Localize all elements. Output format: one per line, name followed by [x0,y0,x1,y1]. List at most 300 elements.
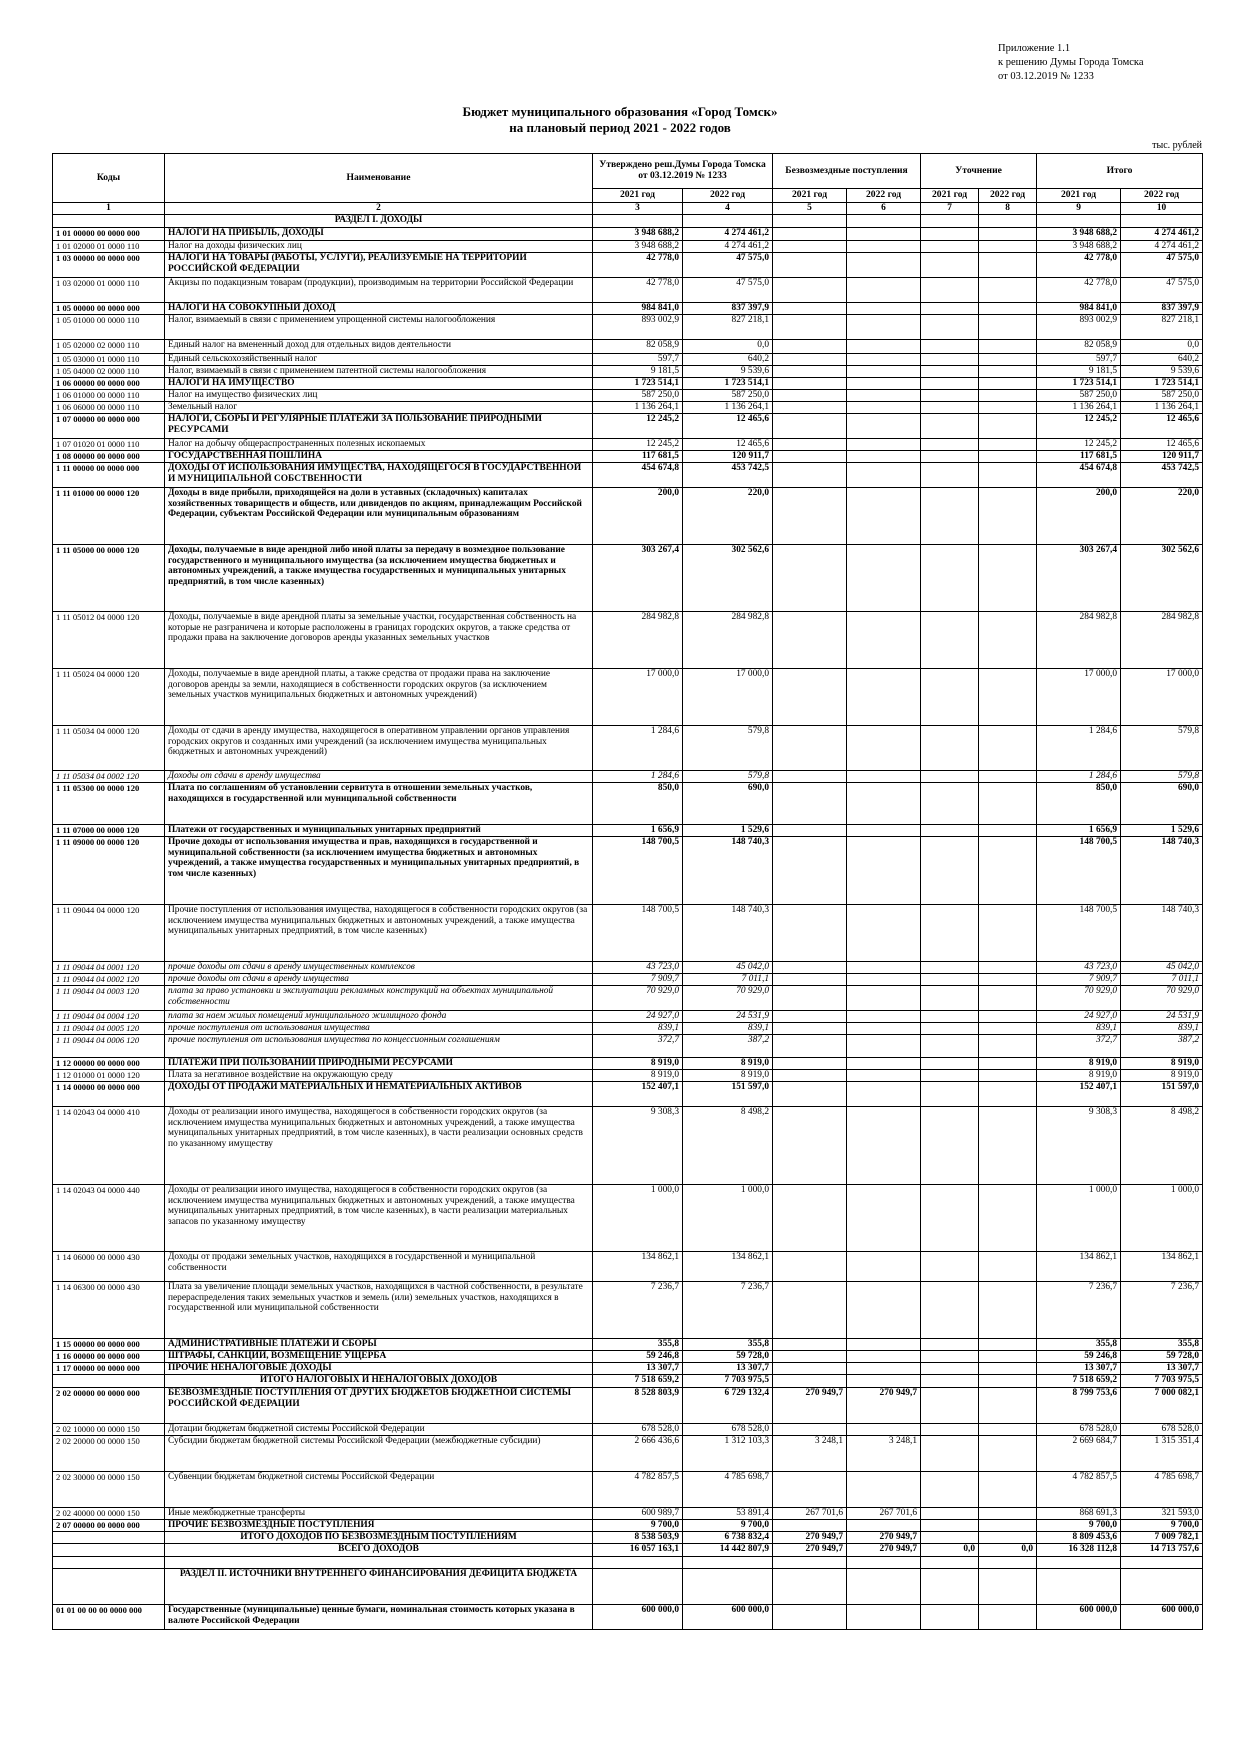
value-cell: 984 841,0 [593,303,683,315]
value-cell: 8 919,0 [683,1070,773,1082]
value-cell: 0,0 [1121,340,1203,354]
table-row [53,1011,1203,1023]
code-cell: 1 11 05034 04 0002 120 [53,771,165,783]
code-cell: 1 07 00000 00 0000 000 [53,414,165,439]
value-cell: 9 539,6 [1121,366,1203,378]
value-cell: 7 236,7 [593,1282,683,1339]
header-grants: Безвозмездные поступления [773,154,921,189]
name-cell: Налог на имущество физических лиц [165,390,593,402]
column-number: 1 [53,203,165,215]
value-cell [921,463,979,488]
column-number: 6 [847,203,921,215]
table-row [53,315,1203,340]
value-cell [773,354,847,366]
value-cell: 453 742,5 [1121,463,1203,488]
value-cell: 9 700,0 [683,1520,773,1532]
value-cell: 1 136 264,1 [1037,402,1121,414]
table-row [53,545,1203,612]
table-row [53,1520,1203,1532]
name-cell: Земельный налог [165,402,593,414]
code-cell: 2 02 20000 00 0000 150 [53,1436,165,1472]
value-cell: 7 009 782,1 [1121,1532,1203,1544]
header-year: 2021 год [921,189,979,203]
value-cell [847,726,921,771]
value-cell: 1 284,6 [593,771,683,783]
value-cell [979,1520,1037,1532]
table-row [53,215,1203,228]
value-cell [921,1436,979,1472]
value-cell: 600 000,0 [683,1605,773,1630]
table-row [53,1351,1203,1363]
value-cell [979,1508,1037,1520]
code-cell: 2 02 10000 00 0000 150 [53,1424,165,1436]
value-cell [921,340,979,354]
name-cell: Иные межбюджетные трансферты [165,1508,593,1520]
code-cell: 1 11 09044 04 0000 120 [53,905,165,962]
budget-table [52,153,1203,1630]
name-cell: БЕЗВОЗМЕЗДНЫЕ ПОСТУПЛЕНИЯ ОТ ДРУГИХ БЮДЖЕТОВ БЮДЖЕТНОЙ СИСТЕМЫ РОССИЙСКОЙ ФЕДЕРАЦИИ [165,1388,593,1424]
value-cell [773,1424,847,1436]
value-cell: 151 597,0 [683,1082,773,1107]
value-cell: 303 267,4 [1037,545,1121,612]
value-cell [921,303,979,315]
header-year: 2022 год [683,189,773,203]
value-cell [773,463,847,488]
table-row [53,1388,1203,1424]
document-title [0,104,1240,136]
value-cell: 8 799 753,6 [1037,1388,1121,1424]
value-cell: 355,8 [593,1339,683,1351]
value-cell [773,378,847,390]
code-cell: 1 15 00000 00 0000 000 [53,1339,165,1351]
budget-table-body [53,215,1203,1630]
name-cell: Доходы от реализации иного имущества, находящегося в собственности городских округов (за исключением имущества муниципальных бюджетных и автономных учреждений, а также имущества муниципальных унитарных предприятий, в том числе казенных), в части реализации материальных запасов по указанному имуществу [165,1185,593,1252]
name-cell: Доходы, получаемые в виде арендной платы, а также средства от продажи права на заключение договоров аренды за земли, находящиеся в собственности городских округов (за исключением земельных участков муниципальных бюджетных и автономных учреждений) [165,669,593,726]
name-cell: Налог на доходы физических лиц [165,241,593,253]
value-cell: 134 862,1 [1037,1252,1121,1282]
value-cell [847,837,921,905]
value-cell: 4 785 698,7 [1121,1472,1203,1508]
value-cell: 270 949,7 [773,1532,847,1544]
value-cell [979,253,1037,278]
table-row [53,1185,1203,1252]
value-cell [847,463,921,488]
empty-cell [773,1557,847,1569]
value-cell: 0,0 [683,340,773,354]
code-cell: 1 14 06000 00 0000 430 [53,1252,165,1282]
value-cell: 120 911,7 [683,451,773,463]
value-cell: 7 236,7 [683,1282,773,1339]
value-cell: 8 919,0 [683,1058,773,1070]
name-cell: НАЛОГИ, СБОРЫ И РЕГУЛЯРНЫЕ ПЛАТЕЖИ ЗА ПОЛЬЗОВАНИЕ ПРИРОДНЫМИ РЕСУРСАМИ [165,414,593,439]
value-cell: 2 669 684,7 [1037,1436,1121,1472]
value-cell: 1 656,9 [593,825,683,837]
value-cell: 59 728,0 [1121,1351,1203,1363]
value-cell [773,253,847,278]
value-cell [847,1282,921,1339]
value-cell [847,1107,921,1185]
code-cell [53,1569,165,1605]
code-cell: 1 11 09000 00 0000 120 [53,837,165,905]
value-cell [773,1082,847,1107]
value-cell [773,1363,847,1375]
value-cell [773,402,847,414]
value-cell [847,545,921,612]
value-cell: 0,0 [921,1544,979,1557]
value-cell: 1 136 264,1 [1121,402,1203,414]
value-cell [979,414,1037,439]
value-cell [921,1375,979,1388]
value-cell: 302 562,6 [1121,545,1203,612]
table-row [53,303,1203,315]
name-cell: ИТОГО ДОХОДОВ ПО БЕЗВОЗМЕЗДНЫМ ПОСТУПЛЕНИЯМ [165,1532,593,1544]
value-cell: 134 862,1 [593,1252,683,1282]
value-cell: 45 042,0 [683,962,773,974]
code-cell: 1 06 06000 00 0000 110 [53,402,165,414]
value-cell [921,1363,979,1375]
empty-cell [979,1557,1037,1569]
value-cell: 2 666 436,6 [593,1436,683,1472]
value-cell [773,1011,847,1023]
name-cell: прочие доходы от сдачи в аренду имущественных комплексов [165,962,593,974]
code-cell: 1 05 01000 00 0000 110 [53,315,165,340]
value-cell: 690,0 [683,783,773,825]
code-cell: 1 11 09044 04 0002 120 [53,974,165,986]
value-cell [847,215,921,228]
appendix-line: от 03.12.2019 № 1233 [998,71,1094,82]
table-row [53,354,1203,366]
value-cell: 678 528,0 [683,1424,773,1436]
header-year: 2021 год [1037,189,1121,203]
value-cell [847,1520,921,1532]
name-cell: Доходы от продажи земельных участков, находящихся в государственной и муниципальной собственности [165,1252,593,1282]
value-cell: 270 949,7 [773,1388,847,1424]
value-cell: 152 407,1 [593,1082,683,1107]
value-cell: 1 529,6 [1121,825,1203,837]
value-cell [773,488,847,545]
table-row [53,1282,1203,1339]
value-cell: 12 465,6 [683,414,773,439]
table-row [53,1070,1203,1082]
code-cell: 1 14 02043 04 0000 410 [53,1107,165,1185]
value-cell [979,241,1037,253]
value-cell [773,1472,847,1508]
value-cell: 893 002,9 [1037,315,1121,340]
value-cell: 1 315 351,4 [1121,1436,1203,1472]
value-cell [773,905,847,962]
value-cell [847,1082,921,1107]
value-cell [847,354,921,366]
empty-cell [53,1557,165,1569]
value-cell: 148 740,3 [683,905,773,962]
column-number: 5 [773,203,847,215]
value-cell [921,1569,979,1605]
value-cell: 8 919,0 [1121,1070,1203,1082]
header-clarification: Уточнение [921,154,1037,189]
appendix-line: Приложение 1.1 [998,43,1071,54]
value-cell [773,545,847,612]
value-cell [773,315,847,340]
table-row [53,1252,1203,1282]
name-cell: прочие поступления от использования имущества [165,1023,593,1035]
value-cell [847,1605,921,1630]
value-cell [773,783,847,825]
code-cell: 1 11 00000 00 0000 000 [53,463,165,488]
value-cell [773,366,847,378]
code-cell: 1 06 00000 00 0000 000 [53,378,165,390]
value-cell [979,1375,1037,1388]
value-cell [847,962,921,974]
value-cell: 270 949,7 [847,1544,921,1557]
header-year: 2021 год [593,189,683,203]
name-cell: ИТОГО НАЛОГОВЫХ И НЕНАЛОГОВЫХ ДОХОДОВ [165,1375,593,1388]
name-cell: прочие доходы от сдачи в аренду имущества [165,974,593,986]
code-cell: 1 14 06300 00 0000 430 [53,1282,165,1339]
value-cell: 12 465,6 [1121,439,1203,451]
table-row [53,378,1203,390]
value-cell: 42 778,0 [1037,253,1121,278]
value-cell: 387,2 [683,1035,773,1058]
value-cell [847,771,921,783]
column-number: 3 [593,203,683,215]
value-cell: 9 181,5 [1037,366,1121,378]
value-cell [773,228,847,241]
value-cell [979,669,1037,726]
value-cell: 8 919,0 [1037,1070,1121,1082]
value-cell: 1 723 514,1 [1037,378,1121,390]
name-cell: ПРОЧИЕ НЕНАЛОГОВЫЕ ДОХОДЫ [165,1363,593,1375]
value-cell [773,1282,847,1339]
empty-cell [921,1557,979,1569]
value-cell [847,1363,921,1375]
value-cell: 43 723,0 [1037,962,1121,974]
value-cell [921,837,979,905]
value-cell: 4 782 857,5 [593,1472,683,1508]
value-cell [773,974,847,986]
table-row [53,974,1203,986]
value-cell: 321 593,0 [1121,1508,1203,1520]
table-row [53,962,1203,974]
name-cell: Плата по соглашениям об установлении сервитута в отношении земельных участков, находящихся в государственной или муниципальной собственности [165,783,593,825]
value-cell: 678 528,0 [1121,1424,1203,1436]
value-cell: 640,2 [1121,354,1203,366]
table-row [53,1544,1203,1557]
table-row [53,1605,1203,1630]
value-cell: 597,7 [1037,354,1121,366]
value-cell [921,1520,979,1532]
value-cell: 148 700,5 [1037,905,1121,962]
value-cell: 82 058,9 [1037,340,1121,354]
value-cell [921,1472,979,1508]
table-row [53,726,1203,771]
value-cell [921,390,979,402]
value-cell [921,215,979,228]
value-cell [979,986,1037,1011]
value-cell [979,366,1037,378]
value-cell [847,1339,921,1351]
name-cell: Доходы от сдачи в аренду имущества, находящегося в оперативном управлении органов управления городских округов и созданных ими учреждений (за исключением имущества муниципальных бюджетных и автономных учреждений) [165,726,593,771]
value-cell: 148 700,5 [593,905,683,962]
value-cell: 1 312 103,3 [683,1436,773,1472]
value-cell [921,1339,979,1351]
name-cell: НАЛОГИ НА ИМУЩЕСТВО [165,378,593,390]
value-cell: 12 465,6 [1121,414,1203,439]
value-cell [979,1351,1037,1363]
value-cell: 151 597,0 [1121,1082,1203,1107]
name-cell: Единый сельскохозяйственный налог [165,354,593,366]
value-cell: 13 307,7 [683,1363,773,1375]
name-cell: плата за право установки и эксплуатации рекламных конструкций на объектах муниципальной собственности [165,986,593,1011]
name-cell: Налог, взимаемый в связи с применением упрощенной системы налогообложения [165,315,593,340]
column-number: 7 [921,203,979,215]
value-cell: 587 250,0 [683,390,773,402]
value-cell [979,1023,1037,1035]
value-cell [683,215,773,228]
value-cell: 284 982,8 [1121,612,1203,669]
value-cell [847,241,921,253]
value-cell: 43 723,0 [593,962,683,974]
value-cell: 17 000,0 [683,669,773,726]
table-row [53,1339,1203,1351]
value-cell: 587 250,0 [593,390,683,402]
value-cell [847,402,921,414]
value-cell: 1 136 264,1 [683,402,773,414]
code-cell: 1 11 05012 04 0000 120 [53,612,165,669]
value-cell: 0,0 [979,1544,1037,1557]
value-cell [773,837,847,905]
value-cell: 600 000,0 [1121,1605,1203,1630]
value-cell [979,1058,1037,1070]
value-cell: 587 250,0 [1121,390,1203,402]
name-cell: Доходы, получаемые в виде арендной платы за земельные участки, государственная собственность на которые не разграничена и которые расположены в границах городских округов, а также средства от продажи права на заключение договоров аренды указанных земельных участков [165,612,593,669]
value-cell [979,354,1037,366]
name-cell: ШТРАФЫ, САНКЦИИ, ВОЗМЕЩЕНИЕ УЩЕРБА [165,1351,593,1363]
value-cell [773,771,847,783]
value-cell [979,726,1037,771]
value-cell: 53 891,4 [683,1508,773,1520]
value-cell [847,278,921,303]
code-cell: 1 16 00000 00 0000 000 [53,1351,165,1363]
value-cell: 7 518 659,2 [593,1375,683,1388]
value-cell [979,974,1037,986]
name-cell: Доходы от сдачи в аренду имущества [165,771,593,783]
name-cell: НАЛОГИ НА СОВОКУПНЫЙ ДОХОД [165,303,593,315]
value-cell [979,215,1037,228]
value-cell [847,1424,921,1436]
code-cell: 1 11 01000 00 0000 120 [53,488,165,545]
table-row [53,1436,1203,1472]
value-cell: 9 700,0 [1037,1520,1121,1532]
value-cell [921,315,979,340]
value-cell: 148 740,3 [1121,905,1203,962]
value-cell: 9 700,0 [1121,1520,1203,1532]
value-cell: 117 681,5 [1037,451,1121,463]
value-cell [979,340,1037,354]
value-cell [921,1252,979,1282]
table-row [53,669,1203,726]
code-cell: 1 12 01000 01 0000 120 [53,1070,165,1082]
value-cell [847,366,921,378]
title-line: на плановый период 2021 - 2022 годов [509,120,731,135]
value-cell [847,1070,921,1082]
name-cell: Плата за увеличение площади земельных участков, находящихся в частной собственности, в результате перераспределения таких земельных участков и земель (или) земельных участков, находящихся в государственной или муниципальной собственности [165,1282,593,1339]
value-cell: 4 274 461,2 [1121,228,1203,241]
value-cell [979,390,1037,402]
value-cell: 387,2 [1121,1035,1203,1058]
value-cell: 13 307,7 [1121,1363,1203,1375]
value-cell: 837 397,9 [683,303,773,315]
value-cell [921,451,979,463]
value-cell [921,905,979,962]
code-cell: 2 02 30000 00 0000 150 [53,1472,165,1508]
value-cell: 839,1 [1037,1023,1121,1035]
empty-cell [847,1557,921,1569]
name-cell: ДОХОДЫ ОТ ПРОДАЖИ МАТЕРИАЛЬНЫХ И НЕМАТЕРИАЛЬНЫХ АКТИВОВ [165,1082,593,1107]
value-cell [847,825,921,837]
value-cell [921,612,979,669]
value-cell [979,1436,1037,1472]
value-cell: 59 246,8 [1037,1351,1121,1363]
code-cell: 1 11 09044 04 0004 120 [53,1011,165,1023]
empty-cell [683,1557,773,1569]
value-cell [921,1058,979,1070]
value-cell: 6 738 832,4 [683,1532,773,1544]
value-cell [847,1351,921,1363]
value-cell: 355,8 [1121,1339,1203,1351]
value-cell [979,783,1037,825]
value-cell: 70 929,0 [1121,986,1203,1011]
code-cell [53,1532,165,1544]
value-cell [921,414,979,439]
code-cell: 1 11 07000 00 0000 120 [53,825,165,837]
column-number: 8 [979,203,1037,215]
code-cell: 1 07 01020 01 0000 110 [53,439,165,451]
code-cell: 1 05 03000 01 0000 110 [53,354,165,366]
code-cell: 1 12 00000 00 0000 000 [53,1058,165,1070]
value-cell [773,612,847,669]
value-cell: 284 982,8 [1037,612,1121,669]
value-cell: 42 778,0 [593,278,683,303]
value-cell [921,825,979,837]
value-cell: 200,0 [1037,488,1121,545]
value-cell [921,1023,979,1035]
value-cell: 690,0 [1121,783,1203,825]
value-cell [921,1532,979,1544]
value-cell: 587 250,0 [1037,390,1121,402]
value-cell [921,771,979,783]
value-cell [847,1011,921,1023]
value-cell [921,439,979,451]
value-cell: 1 529,6 [683,825,773,837]
value-cell: 597,7 [593,354,683,366]
value-cell [921,354,979,366]
value-cell: 284 982,8 [593,612,683,669]
column-number: 4 [683,203,773,215]
value-cell [979,1282,1037,1339]
value-cell [979,1035,1037,1058]
value-cell: 1 723 514,1 [683,378,773,390]
value-cell: 984 841,0 [1037,303,1121,315]
value-cell: 82 058,9 [593,340,683,354]
value-cell: 7 011,1 [1121,974,1203,986]
value-cell: 4 274 461,2 [683,228,773,241]
code-cell [53,1544,165,1557]
value-cell: 600 989,7 [593,1508,683,1520]
value-cell [773,1023,847,1035]
value-cell [847,986,921,1011]
value-cell: 7 000 082,1 [1121,1388,1203,1424]
table-row [53,1557,1203,1569]
